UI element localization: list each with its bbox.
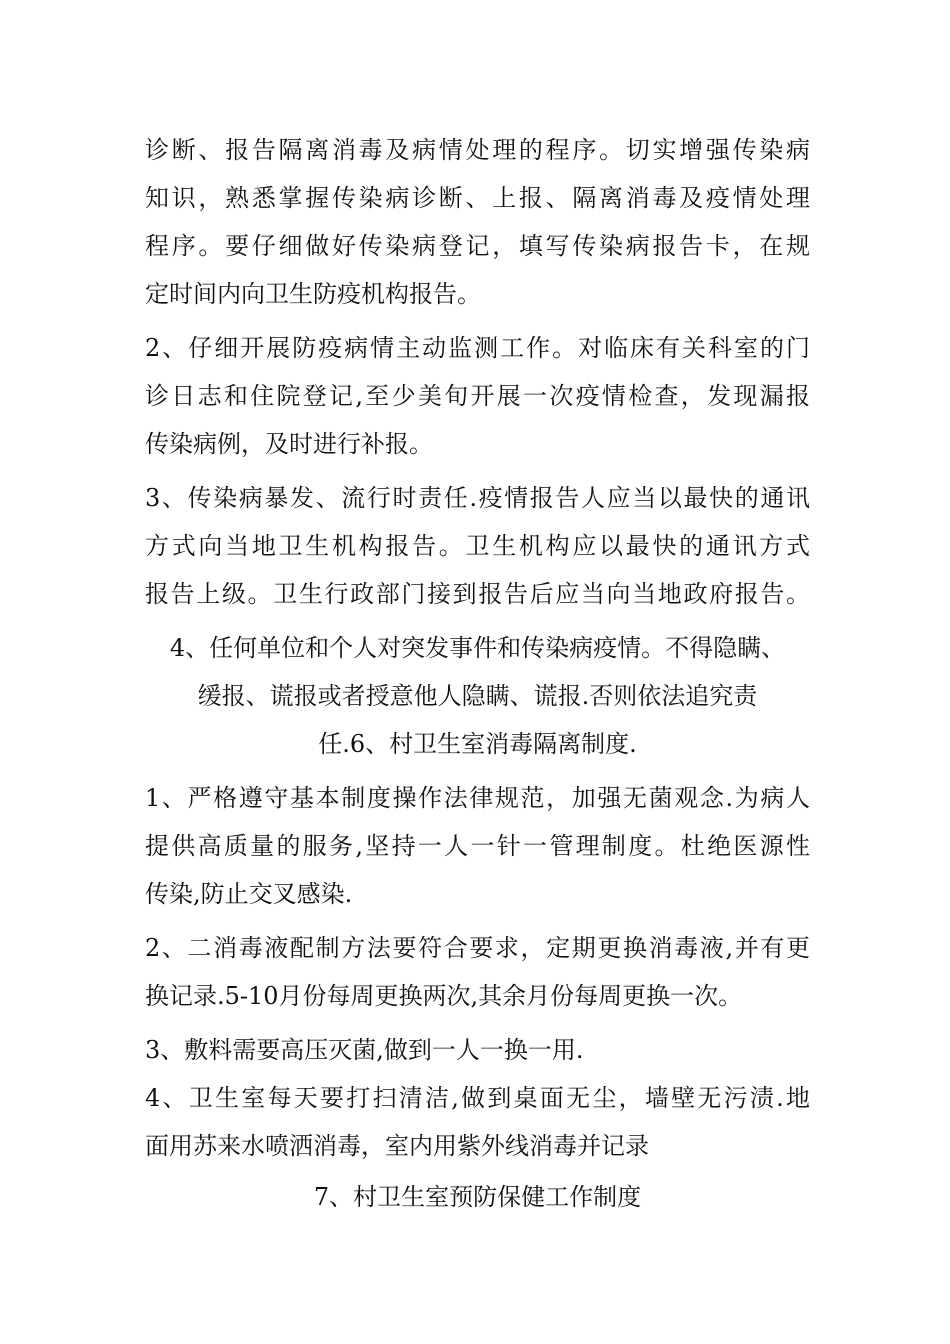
text-line-15: 提供高质量的服务,坚持一人一针一管理制度。杜绝医源性: [145, 832, 810, 860]
section-heading-7: 7、村卫生室预防保健工作制度: [313, 1183, 642, 1211]
text-line-19: 3、敷料需要高压灭菌,做到一人一换一用.: [145, 1036, 584, 1064]
text-line-20: 4、卫生室每天要打扫清洁,做到桌面无尘，墙壁无污渍.地: [145, 1084, 810, 1112]
section-heading-6: 任.6、村卫生室消毒隔离制度.: [318, 730, 637, 758]
text-line-7: 传染病例，及时进行补报。: [145, 430, 433, 458]
text-line-9: 方式向当地卫生机构报告。卫生机构应以最快的通讯方式: [145, 532, 810, 560]
text-line-3: 程序。要仔细做好传染病登记，填写传染病报告卡，在规: [145, 232, 810, 260]
text-line-21: 面用苏来水喷洒消毒，室内用紫外线消毒并记录: [145, 1132, 649, 1160]
text-line-14: 1、严格遵守基本制度操作法律规范，加强无菌观念.为病人: [145, 784, 810, 812]
text-line-16: 传染,防止交叉感染.: [145, 880, 353, 908]
text-line-5: 2、仔细开展防疫病情主动监测工作。对临床有关科室的门: [145, 334, 810, 362]
text-line-4: 定时间内向卫生防疫机构报告。: [145, 280, 481, 308]
text-line-12: 缓报、谎报或者授意他人隐瞒、谎报.否则依法追究责: [197, 682, 758, 710]
text-line-1: 诊断、报告隔离消毒及病情处理的程序。切实增强传染病: [145, 136, 810, 164]
text-line-18: 换记录.5-10月份每周更换两次,其余月份每周更换一次。: [145, 982, 743, 1010]
text-line-11: 4、任何单位和个人对突发事件和传染病疫情。不得隐瞒、: [169, 634, 786, 662]
text-line-8: 3、传染病暴发、流行时责任.疫情报告人应当以最快的通讯: [145, 484, 810, 512]
text-line-6: 诊日志和住院登记,至少美旬开展一次疫情检查，发现漏报: [145, 382, 810, 410]
text-line-10: 报告上级。卫生行政部门接到报告后应当向当地政府报告。: [145, 580, 810, 608]
text-line-17: 2、二消毒液配制方法要符合要求，定期更换消毒液,并有更: [145, 934, 810, 962]
text-line-2: 知识，熟悉掌握传染病诊断、上报、隔离消毒及疫情处理: [145, 184, 810, 212]
